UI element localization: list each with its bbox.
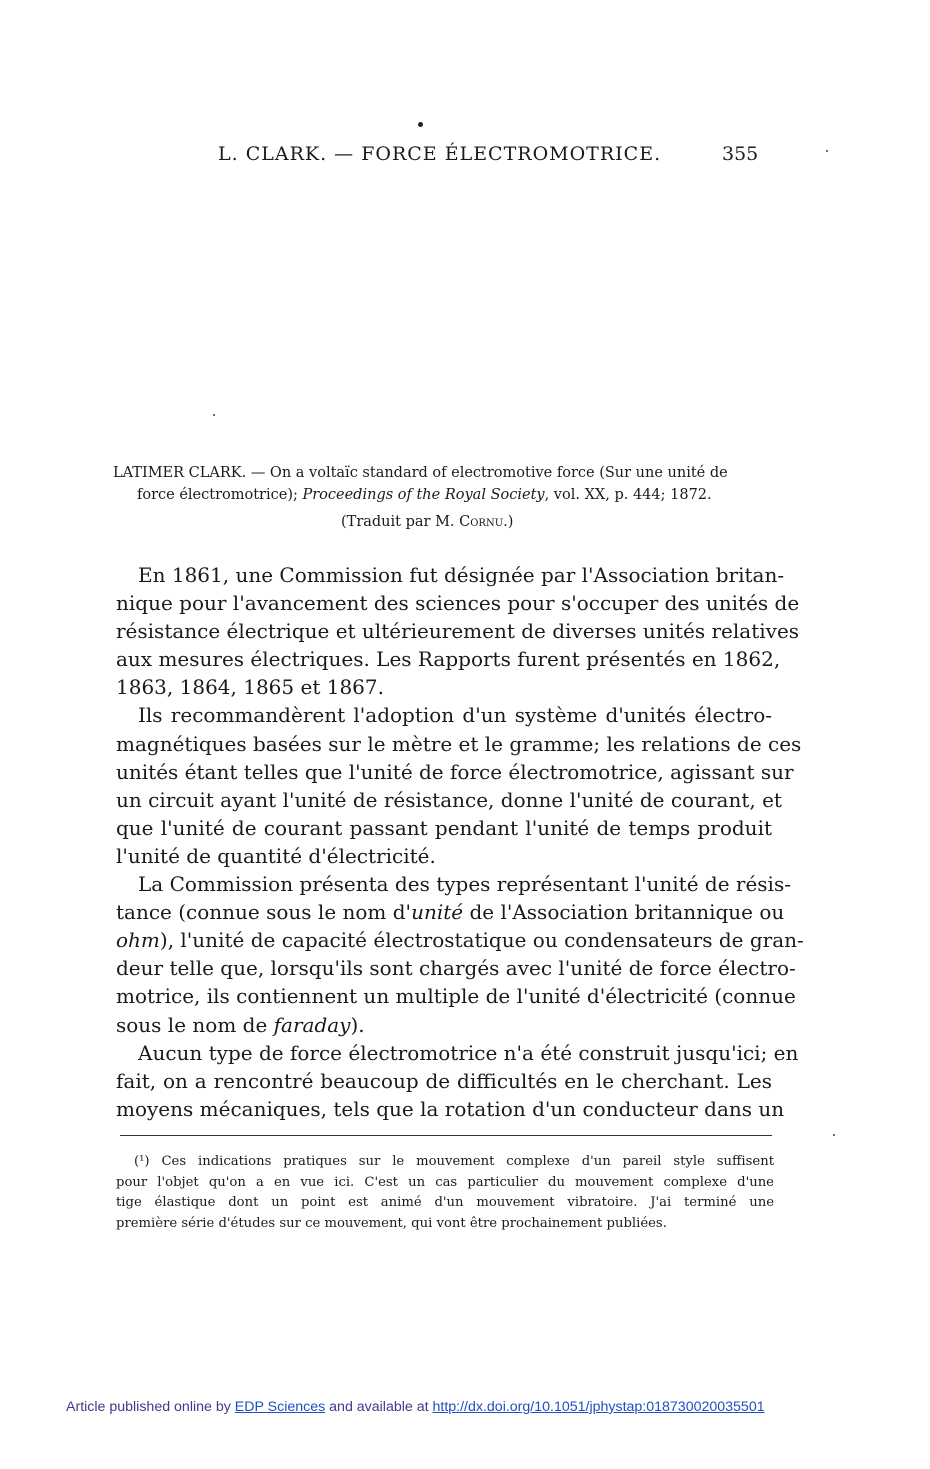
page-speck	[418, 122, 423, 127]
emphasis: ohm	[116, 928, 160, 953]
text-line: Ils recommandèrent l'adoption d'un système d'unités électro-	[138, 703, 772, 728]
footnote-line: (¹) Ces indications pratiques sur le mouvement complexe d'un pareil style suffisent	[134, 1154, 774, 1169]
paragraph	[116, 870, 804, 1039]
text-line	[116, 1011, 772, 1039]
text-line: fait, on a rencontré beaucoup de difficultés en le cherchant. Les	[116, 1068, 772, 1093]
text-line: que l'unité de courant passant pendant l'unité de temps produit	[116, 815, 772, 840]
paragraph	[116, 561, 800, 701]
text-line: moyens mécaniques, tels que la rotation d'un conducteur dans un	[116, 1096, 785, 1121]
text-run: ), l'unité de capacité électrostatique ou condensateurs de gran-	[159, 928, 804, 953]
footnote	[116, 1152, 774, 1234]
footnote-line: pour l'objet qu'on a en vue ici. C'est un cas particulier du mouvement complexe d'une	[116, 1174, 774, 1190]
running-title: L. CLARK. — FORCE ÉLECTROMOTRICE.	[218, 143, 662, 165]
paragraph	[116, 701, 802, 870]
article-body	[116, 561, 804, 1123]
footer-text: Article published online by	[66, 1399, 235, 1415]
publisher-link[interactable]: EDP Sciences	[234, 1399, 326, 1415]
translator-prefix: (Traduit par M.	[341, 514, 460, 530]
text-run: ).	[350, 1012, 365, 1037]
footnote-line: première série d'études sur ce mouvement, qui vont être prochainement publiées.	[116, 1215, 667, 1231]
text-run: tance (connue sous le nom d'	[116, 900, 412, 925]
text-line: Aucun type de force électromotrice n'a été construit jusqu'ici; en	[138, 1040, 799, 1065]
text-line: 1863, 1864, 1865 et 1867.	[116, 675, 384, 700]
page-speck	[833, 1134, 835, 1136]
text-line: deur telle que, lorsqu'ils sont chargés avec l'unité de force électro-	[116, 956, 796, 981]
translator-name: Cornu	[459, 514, 504, 530]
page-speck	[213, 414, 215, 416]
page-number: 355	[722, 143, 759, 165]
reference-line	[113, 484, 765, 506]
reference-line: LATIMER CLARK. — On a voltaïc standard of electromotive force (Sur une unité de	[113, 465, 728, 481]
text-line: La Commission présenta des types représentant l'unité de résis-	[138, 872, 791, 897]
page-speck	[826, 150, 828, 152]
text-line	[116, 898, 785, 926]
text-line: aux mesures électriques. Les Rapports furent présentés en 1862,	[116, 647, 781, 672]
journal-title: Proceedings of the Royal Society	[302, 487, 545, 503]
text-line: résistance électrique et ultérieurement de diverses unités relatives	[116, 619, 800, 644]
text-line: un circuit ayant l'unité de résistance, donne l'unité de courant, et	[116, 787, 782, 812]
text-line: magnétiques basées sur le mètre et le gramme; les relations de ces	[116, 731, 802, 756]
footnote-divider	[120, 1135, 772, 1136]
translator-credit	[341, 514, 513, 530]
doi-link[interactable]: http://dx.doi.org/10.1051/jphystap:018730020035501	[432, 1399, 765, 1415]
publication-footer	[66, 1399, 765, 1415]
text-run: sous le nom de	[116, 1012, 274, 1037]
emphasis: unité	[411, 900, 464, 925]
text-line	[116, 926, 804, 954]
footer-text: and available at	[325, 1399, 433, 1415]
emphasis: faraday	[273, 1012, 351, 1037]
reference-text: , vol. XX, p. 444; 1872.	[544, 487, 712, 503]
text-line: unités étant telles que l'unité de force électromotrice, agissant sur	[116, 759, 794, 784]
footnote-line: tige élastique dont un point est animé d'un mouvement vibratoire. J'ai terminé une	[116, 1195, 774, 1210]
bibliographic-reference	[113, 462, 765, 506]
text-line: motrice, ils contiennent un multiple de l'unité d'électricité (connue	[116, 984, 796, 1009]
text-run: de l'Association britannique ou	[463, 900, 785, 925]
paragraph	[116, 1039, 799, 1123]
reference-text: force électromotrice);	[137, 487, 303, 503]
text-line: l'unité de quantité d'électricité.	[116, 843, 436, 868]
translator-suffix: .)	[503, 514, 514, 530]
text-line: En 1861, une Commission fut désignée par l'Association britan-	[138, 563, 785, 587]
text-line: nique pour l'avancement des sciences pour s'occuper des unités de	[116, 591, 800, 616]
